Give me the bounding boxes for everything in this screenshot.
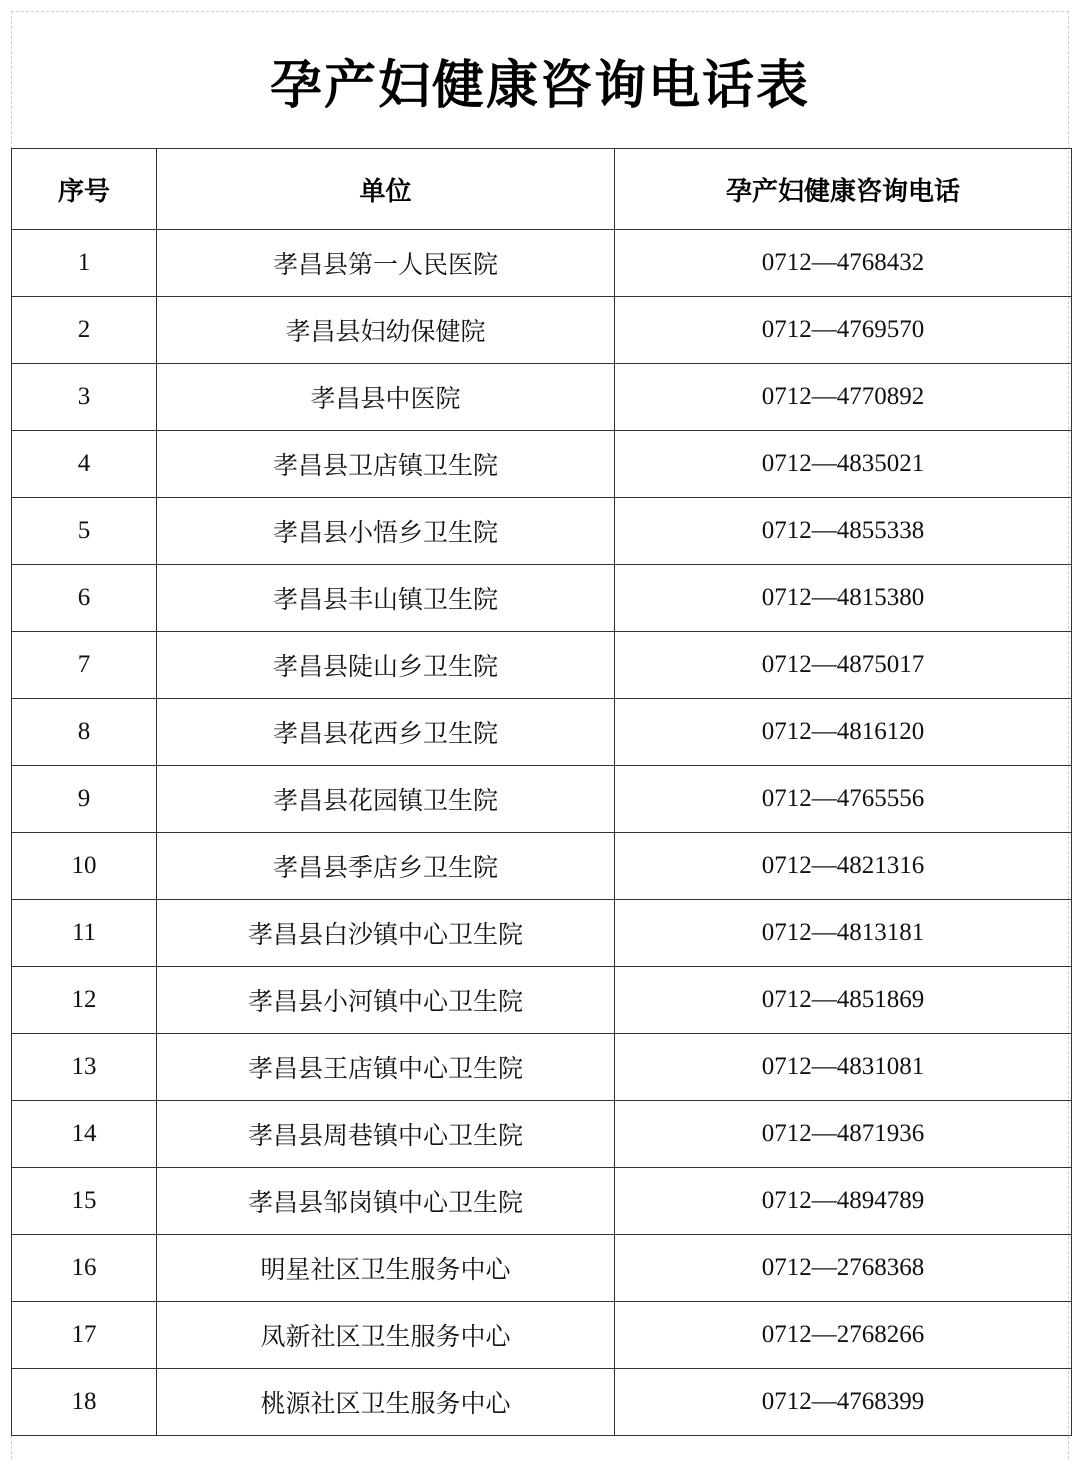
row-unit-cell: 孝昌县小河镇中心卫生院 (157, 967, 615, 1034)
row-index-cell: 15 (12, 1168, 157, 1235)
row-unit-cell: 孝昌县周巷镇中心卫生院 (157, 1101, 615, 1168)
row-phone-cell: 0712—4875017 (615, 632, 1072, 699)
header-index: 序号 (12, 149, 157, 230)
row-unit-cell: 孝昌县妇幼保健院 (157, 297, 615, 364)
row-phone-cell: 0712—4894789 (615, 1168, 1072, 1235)
row-unit-cell: 明星社区卫生服务中心 (157, 1235, 615, 1302)
table-row (12, 297, 1072, 364)
row-phone-cell: 0712—4765556 (615, 766, 1072, 833)
row-phone-cell: 0712—4831081 (615, 1034, 1072, 1101)
row-index-cell: 12 (12, 967, 157, 1034)
row-unit-cell: 孝昌县王店镇中心卫生院 (157, 1034, 615, 1101)
table-body (12, 230, 1072, 1436)
row-index-cell: 14 (12, 1101, 157, 1168)
table-row (12, 967, 1072, 1034)
row-index-cell: 13 (12, 1034, 157, 1101)
table-row (12, 766, 1072, 833)
row-index-cell: 3 (12, 364, 157, 431)
row-index-cell: 7 (12, 632, 157, 699)
row-phone-cell: 0712—4871936 (615, 1101, 1072, 1168)
header-unit: 单位 (157, 149, 615, 230)
page-title: 孕产妇健康咨询电话表 (269, 55, 810, 116)
row-index-cell: 16 (12, 1235, 157, 1302)
row-index-cell: 11 (12, 900, 157, 967)
row-unit-cell: 孝昌县丰山镇卫生院 (157, 565, 615, 632)
table-row (12, 230, 1072, 297)
row-index-cell: 9 (12, 766, 157, 833)
table-row (12, 1235, 1072, 1302)
row-unit-cell: 孝昌县季店乡卫生院 (157, 833, 615, 900)
table-row (12, 1302, 1072, 1369)
table-row (12, 364, 1072, 431)
row-unit-cell: 孝昌县中医院 (157, 364, 615, 431)
row-phone-cell: 0712—4835021 (615, 431, 1072, 498)
table-row (12, 1101, 1072, 1168)
row-phone-cell: 0712—4816120 (615, 699, 1072, 766)
table-row (12, 1369, 1072, 1436)
row-unit-cell: 孝昌县白沙镇中心卫生院 (157, 900, 615, 967)
table-header-row (12, 149, 1072, 230)
table-row (12, 498, 1072, 565)
row-phone-cell: 0712—4813181 (615, 900, 1072, 967)
table-row (12, 632, 1072, 699)
table-row (12, 1168, 1072, 1235)
table-row (12, 699, 1072, 766)
row-index-cell: 17 (12, 1302, 157, 1369)
document-page (11, 11, 1069, 1459)
row-unit-cell: 孝昌县小悟乡卫生院 (157, 498, 615, 565)
row-phone-cell: 0712—4769570 (615, 297, 1072, 364)
table-row (12, 1034, 1072, 1101)
row-index-cell: 18 (12, 1369, 157, 1436)
row-unit-cell: 孝昌县卫店镇卫生院 (157, 431, 615, 498)
row-index-cell: 10 (12, 833, 157, 900)
row-index-cell: 8 (12, 699, 157, 766)
table-row (12, 431, 1072, 498)
row-unit-cell: 孝昌县第一人民医院 (157, 230, 615, 297)
row-phone-cell: 0712—4821316 (615, 833, 1072, 900)
row-phone-cell: 0712—4851869 (615, 967, 1072, 1034)
row-unit-cell: 孝昌县花西乡卫生院 (157, 699, 615, 766)
row-unit-cell: 凤新社区卫生服务中心 (157, 1302, 615, 1369)
row-index-cell: 4 (12, 431, 157, 498)
table-row (12, 900, 1072, 967)
row-phone-cell: 0712—4815380 (615, 565, 1072, 632)
row-phone-cell: 0712—2768266 (615, 1302, 1072, 1369)
row-phone-cell: 0712—4768432 (615, 230, 1072, 297)
table-row (12, 833, 1072, 900)
row-phone-cell: 0712—2768368 (615, 1235, 1072, 1302)
row-unit-cell: 桃源社区卫生服务中心 (157, 1369, 615, 1436)
table-row (12, 565, 1072, 632)
row-index-cell: 6 (12, 565, 157, 632)
row-phone-cell: 0712—4770892 (615, 364, 1072, 431)
row-unit-cell: 孝昌县花园镇卫生院 (157, 766, 615, 833)
row-unit-cell: 孝昌县邹岗镇中心卫生院 (157, 1168, 615, 1235)
row-phone-cell: 0712—4768399 (615, 1369, 1072, 1436)
row-index-cell: 2 (12, 297, 157, 364)
title-area (12, 12, 1068, 148)
row-index-cell: 1 (12, 230, 157, 297)
row-phone-cell: 0712—4855338 (615, 498, 1072, 565)
contact-table (11, 148, 1072, 1436)
row-unit-cell: 孝昌县陡山乡卫生院 (157, 632, 615, 699)
header-phone: 孕产妇健康咨询电话 (615, 149, 1072, 230)
row-index-cell: 5 (12, 498, 157, 565)
